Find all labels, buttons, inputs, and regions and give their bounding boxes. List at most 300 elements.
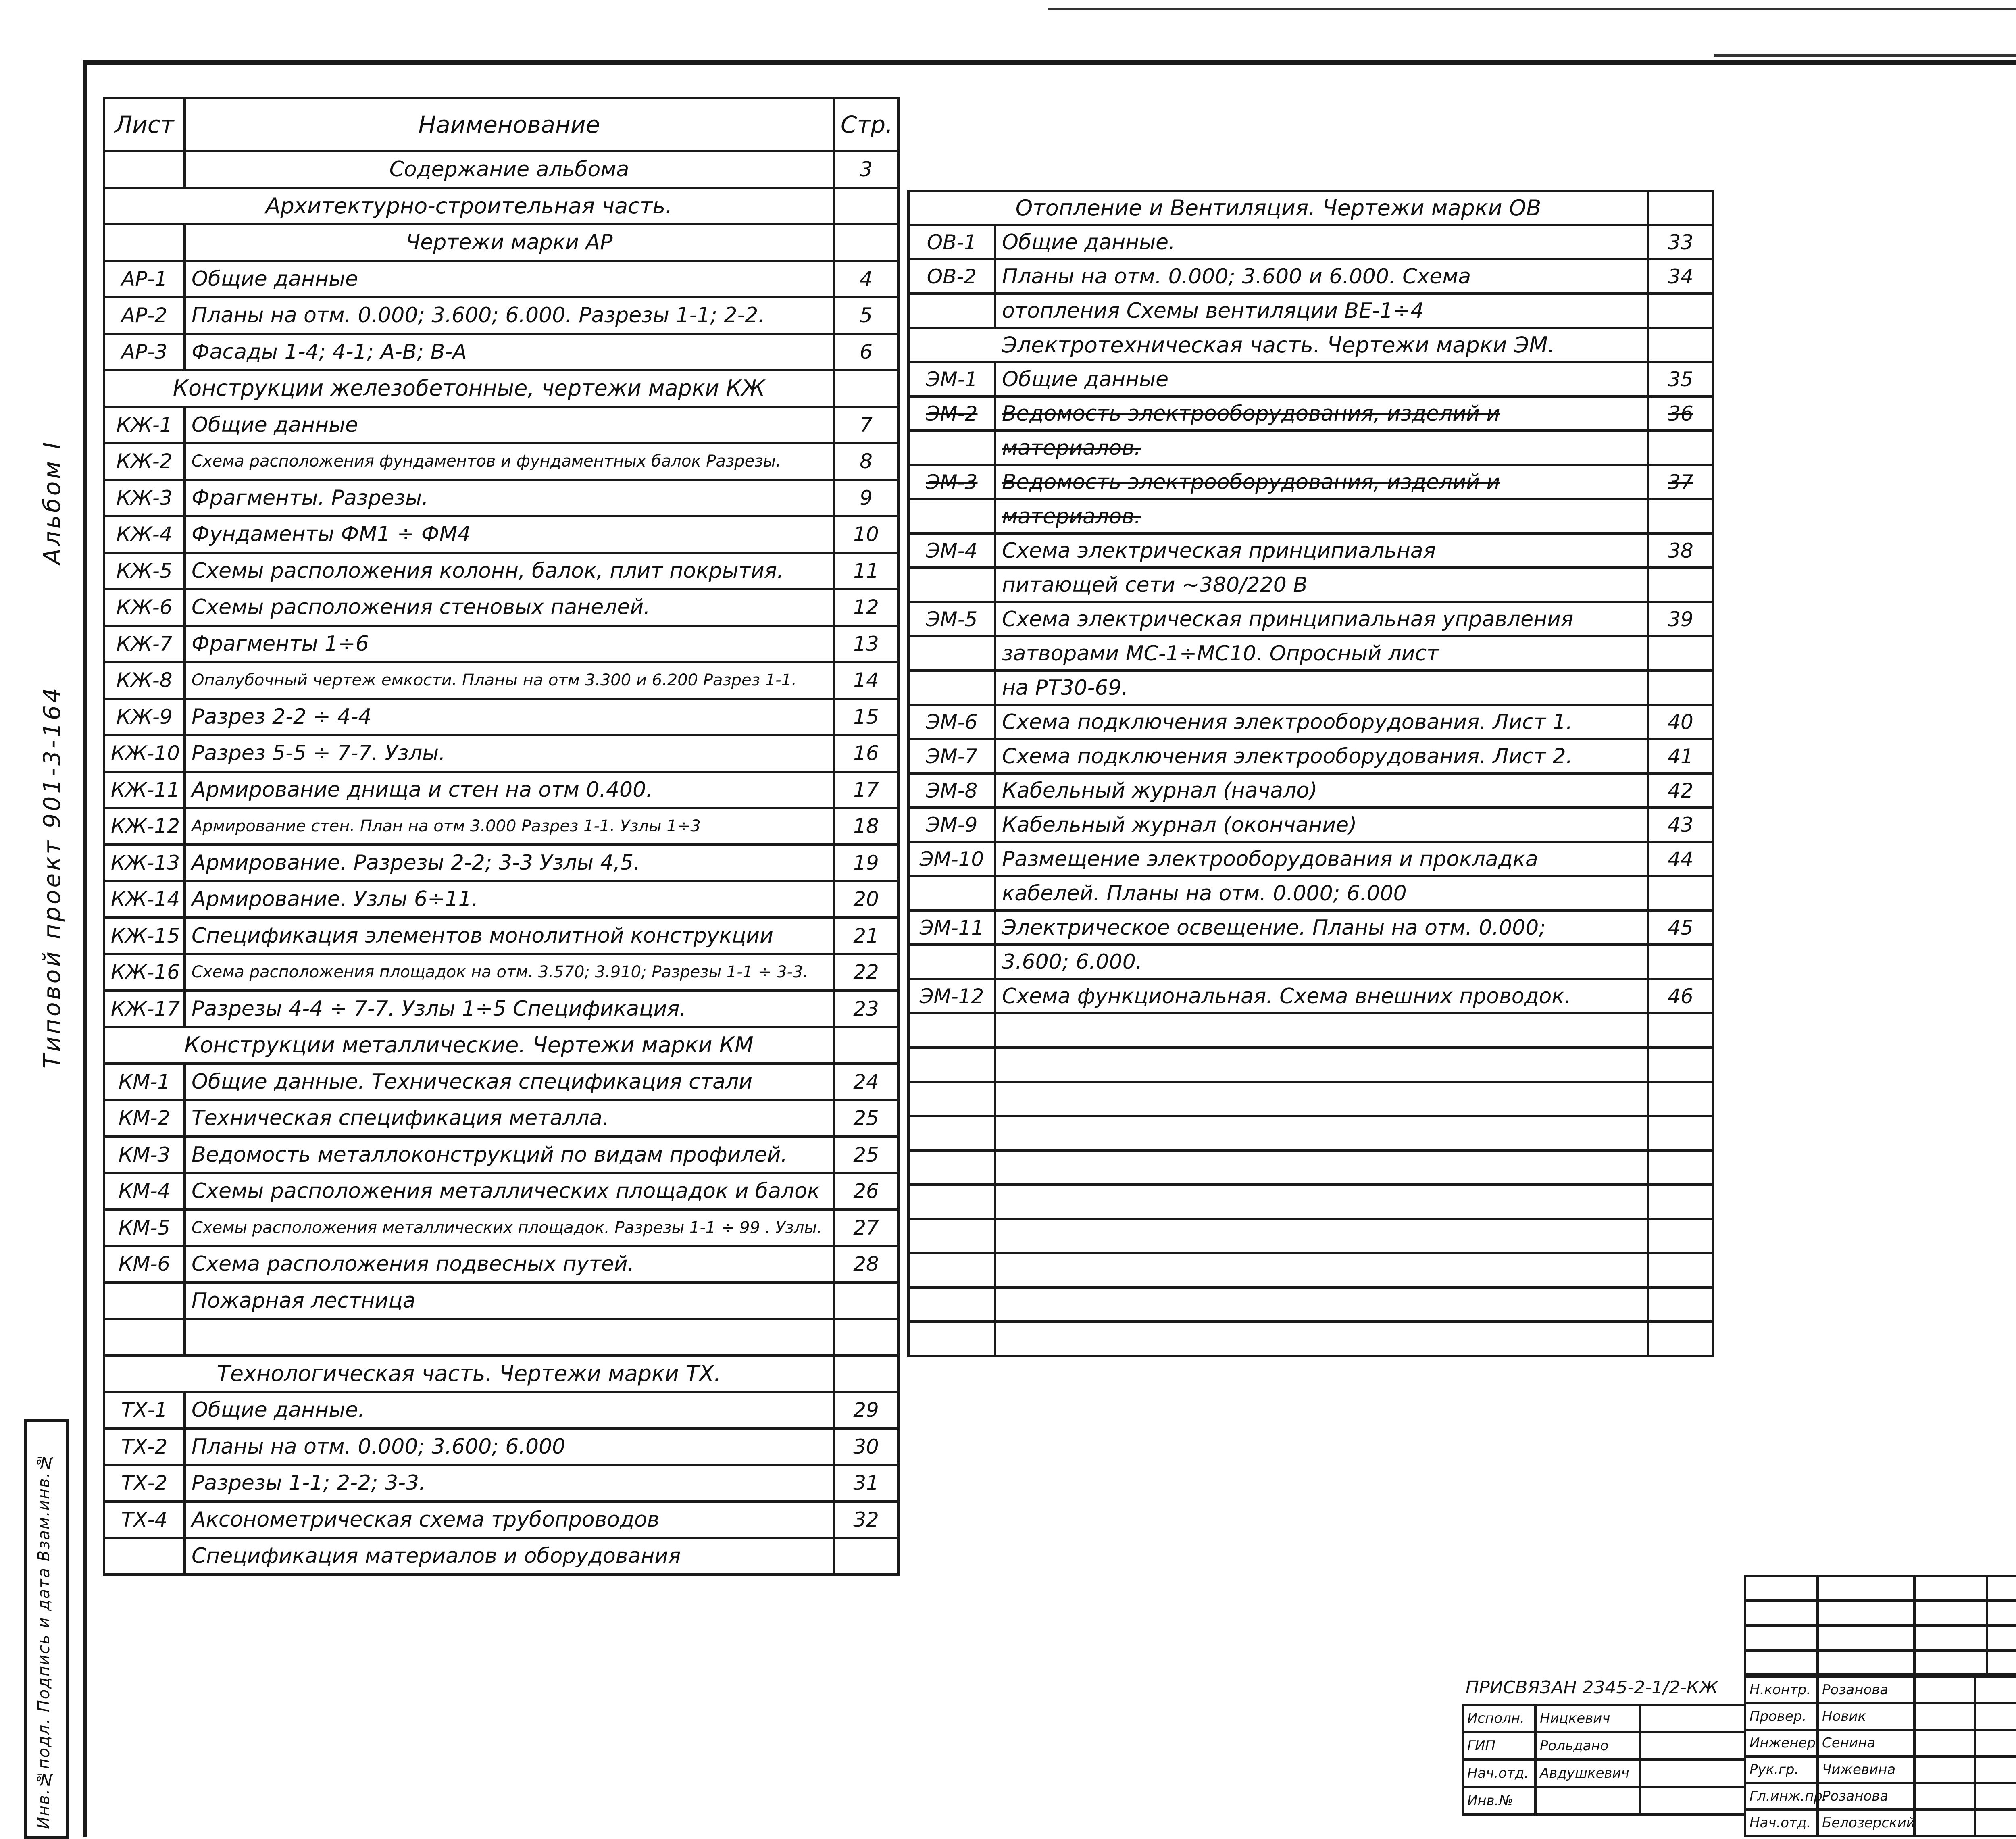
row-title: Содержание альбома xyxy=(185,151,834,188)
row-title: питающей сети ~380/220 В xyxy=(995,568,1648,602)
stamp-date xyxy=(1975,1677,2016,1703)
attached-note: ПРИСВЯЗАН 2345-2-1/2-КЖ xyxy=(1466,1677,1718,1698)
table-row xyxy=(104,443,898,480)
row-page: 33 xyxy=(1648,225,1713,259)
row-sheet-code xyxy=(908,876,995,910)
row-page xyxy=(1648,1322,1713,1356)
row-page: 44 xyxy=(1648,842,1713,876)
table-row xyxy=(104,370,898,407)
row-sheet-code: ЭМ-5 xyxy=(908,602,995,636)
table-row xyxy=(104,881,898,918)
row-sheet-code xyxy=(908,1116,995,1150)
table-row xyxy=(908,602,1713,636)
left-contents-table xyxy=(103,97,900,1576)
roles-left-table xyxy=(1462,1704,1746,1816)
row-title xyxy=(995,1322,1648,1356)
stamp-row xyxy=(1745,1756,2016,1783)
stamp-signature xyxy=(1914,1677,1975,1703)
section-heading: Электротехническая часть. Чертежи марки ЭМ. xyxy=(908,328,1648,362)
stamp-role: Рук.гр. xyxy=(1745,1756,1818,1783)
roles-right-table xyxy=(1744,1675,2016,1837)
stamp-signature xyxy=(1640,1760,1745,1787)
stamp-signature xyxy=(1914,1756,1975,1783)
row-title: Ведомость электрооборудования, изделий и xyxy=(995,396,1648,431)
row-page: 31 xyxy=(834,1465,898,1502)
row-sheet-code xyxy=(908,636,995,671)
row-title: Общие данные xyxy=(185,407,834,444)
stamp-date xyxy=(1975,1810,2016,1836)
row-sheet-code: КЖ-6 xyxy=(104,589,185,626)
table-header-row xyxy=(104,98,898,151)
row-page: 30 xyxy=(834,1429,898,1465)
row-sheet-code: КМ-5 xyxy=(104,1210,185,1246)
row-sheet-code xyxy=(104,224,185,261)
stamp-row xyxy=(1745,1677,2016,1703)
row-page: 17 xyxy=(834,772,898,808)
row-title xyxy=(995,1048,1648,1082)
row-sheet-code: ТХ-2 xyxy=(104,1465,185,1502)
row-sheet-code xyxy=(908,1048,995,1082)
row-title: Схемы расположения металлических площадок. Разрезы 1-1 ÷ 99 . Узлы. xyxy=(185,1210,834,1246)
row-title: Общие данные. xyxy=(995,225,1648,259)
row-page: 43 xyxy=(1648,808,1713,842)
row-page: 9 xyxy=(834,480,898,517)
row-page xyxy=(834,188,898,225)
row-page: 46 xyxy=(1648,979,1713,1013)
row-sheet-code: ЭМ-2 xyxy=(908,396,995,431)
row-sheet-code: КЖ-9 xyxy=(104,699,185,735)
row-page xyxy=(834,1538,898,1575)
row-page xyxy=(1648,431,1713,465)
inventory-strip-text: Инв.№подл. Подпись и дата Взам.инв.№ xyxy=(35,1452,53,1829)
row-page: 19 xyxy=(834,845,898,881)
row-title: Армирование. Узлы 6÷11. xyxy=(185,881,834,918)
stamp-name: Розанова xyxy=(1818,1783,1914,1810)
row-title: Спецификация элементов монолитной конструкции xyxy=(185,918,834,954)
row-page: 35 xyxy=(1648,362,1713,396)
row-title: Кабельный журнал (окончание) xyxy=(995,808,1648,842)
row-page: 10 xyxy=(834,516,898,553)
table-row xyxy=(104,224,898,261)
row-title xyxy=(995,1150,1648,1185)
stamp-signature xyxy=(1914,1703,1975,1730)
table-row xyxy=(104,553,898,589)
section-heading: Технологическая часть. Чертежи марки ТХ. xyxy=(104,1356,834,1392)
table-row xyxy=(104,151,898,188)
stamp-role: Нач.отд. xyxy=(1745,1810,1818,1836)
table-row xyxy=(908,533,1713,568)
table-row xyxy=(908,328,1713,362)
stamp-row xyxy=(1745,1730,2016,1756)
table-row xyxy=(104,188,898,225)
row-title: Общие данные. xyxy=(185,1392,834,1429)
row-sheet-code: ЭМ-12 xyxy=(908,979,995,1013)
row-page: 24 xyxy=(834,1064,898,1100)
row-sheet-code xyxy=(104,1319,185,1356)
row-title: Электрическое освещение. Планы на отм. 0.000; xyxy=(995,910,1648,945)
row-title: Схема расположения площадок на отм. 3.570; 3.910; Разрезы 1-1 ÷ 3-3. xyxy=(185,954,834,991)
row-page: 37 xyxy=(1648,465,1713,499)
stamp-row xyxy=(1463,1705,1745,1732)
row-sheet-code: КМ-2 xyxy=(104,1100,185,1137)
row-sheet-code xyxy=(908,431,995,465)
row-sheet-code xyxy=(908,1219,995,1253)
row-sheet-code: ОВ-2 xyxy=(908,259,995,294)
row-page: 22 xyxy=(834,954,898,991)
table-row xyxy=(104,918,898,954)
row-page xyxy=(834,370,898,407)
row-page: 25 xyxy=(834,1137,898,1173)
row-page: 5 xyxy=(834,297,898,334)
stamp-name: Сенина xyxy=(1818,1730,1914,1756)
row-title: Разрезы 1-1; 2-2; 3-3. xyxy=(185,1465,834,1502)
stamp-row xyxy=(1745,1810,2016,1836)
row-title: Схемы расположения стеновых панелей. xyxy=(185,589,834,626)
row-sheet-code xyxy=(104,1538,185,1575)
row-title xyxy=(185,1319,834,1356)
row-sheet-code: КЖ-1 xyxy=(104,407,185,444)
row-sheet-code: ЭМ-9 xyxy=(908,808,995,842)
row-sheet-code: КМ-6 xyxy=(104,1246,185,1283)
row-page xyxy=(1648,328,1713,362)
row-page: 36 xyxy=(1648,396,1713,431)
stamp-date xyxy=(1975,1783,2016,1810)
table-row xyxy=(104,808,898,845)
row-sheet-code: ТХ-2 xyxy=(104,1429,185,1465)
table-row xyxy=(104,662,898,699)
row-sheet-code: ОВ-1 xyxy=(908,225,995,259)
row-page: 7 xyxy=(834,407,898,444)
row-sheet-code xyxy=(908,1082,995,1116)
row-page xyxy=(1648,1048,1713,1082)
row-page xyxy=(1648,1116,1713,1150)
table-row xyxy=(104,407,898,444)
row-sheet-code: ЭМ-6 xyxy=(908,705,995,739)
table-row xyxy=(908,705,1713,739)
row-page: 39 xyxy=(1648,602,1713,636)
table-row xyxy=(908,1048,1713,1082)
table-row xyxy=(104,991,898,1027)
row-title: Общие данные. Техническая спецификация стали xyxy=(185,1064,834,1100)
row-title: Техническая спецификация металла. xyxy=(185,1100,834,1137)
row-title xyxy=(995,1219,1648,1253)
row-page xyxy=(1648,1185,1713,1219)
row-sheet-code: КЖ-11 xyxy=(104,772,185,808)
row-page: 16 xyxy=(834,735,898,772)
stamp-name: Белозерский xyxy=(1818,1810,1914,1836)
row-sheet-code xyxy=(908,568,995,602)
row-page: 3 xyxy=(834,151,898,188)
row-page: 32 xyxy=(834,1502,898,1538)
table-row xyxy=(908,1185,1713,1219)
row-page xyxy=(1648,945,1713,979)
table-row xyxy=(908,1013,1713,1048)
table-row xyxy=(104,1502,898,1538)
table-row xyxy=(908,431,1713,465)
section-heading: Конструкции металлические. Чертежи марки КМ xyxy=(104,1027,834,1064)
header-name: Наименование xyxy=(185,98,834,151)
row-title: Планы на отм. 0.000; 3.600; 6.000 xyxy=(185,1429,834,1465)
stamp-role: Нач.отд. xyxy=(1463,1760,1535,1787)
table-row xyxy=(908,259,1713,294)
table-row xyxy=(104,589,898,626)
table-row xyxy=(104,1246,898,1283)
table-row xyxy=(908,842,1713,876)
table-row xyxy=(104,1319,898,1356)
row-sheet-code xyxy=(908,499,995,533)
row-title: Опалубочный чертеж емкости. Планы на отм 3.300 и 6.200 Разрез 1-1. xyxy=(185,662,834,699)
row-page: 11 xyxy=(834,553,898,589)
table-row xyxy=(908,191,1713,225)
table-row xyxy=(104,297,898,334)
row-title: Планы на отм. 0.000; 3.600; 6.000. Разрезы 1-1; 2-2. xyxy=(185,297,834,334)
row-sheet-code: ЭМ-8 xyxy=(908,773,995,808)
top-border-line xyxy=(1048,8,2016,10)
row-page: 27 xyxy=(834,1210,898,1246)
stamp-date xyxy=(1975,1730,2016,1756)
row-sheet-code: КМ-3 xyxy=(104,1137,185,1173)
table-row xyxy=(104,516,898,553)
stamp-signature xyxy=(1914,1730,1975,1756)
row-title: Планы на отм. 0.000; 3.600 и 6.000. Схема xyxy=(995,259,1648,294)
title-block xyxy=(1462,1575,2016,1837)
row-page: 14 xyxy=(834,662,898,699)
stamp-row xyxy=(1745,1783,2016,1810)
table-row xyxy=(104,1356,898,1392)
row-title xyxy=(995,1287,1648,1322)
row-sheet-code: ТХ-1 xyxy=(104,1392,185,1429)
side-label-project: Типовой проект 901-3-164 xyxy=(38,685,66,1068)
row-page: 45 xyxy=(1648,910,1713,945)
row-page: 40 xyxy=(1648,705,1713,739)
row-page: 12 xyxy=(834,589,898,626)
table-row xyxy=(104,480,898,517)
stamp-row xyxy=(1745,1703,2016,1730)
row-page: 34 xyxy=(1648,259,1713,294)
stamp-role: Инв.№ xyxy=(1463,1787,1535,1814)
row-title: затворами МС-1÷МС10. Опросный лист xyxy=(995,636,1648,671)
row-title: Фрагменты. Разрезы. xyxy=(185,480,834,517)
table-row xyxy=(104,1064,898,1100)
row-title: Армирование. Разрезы 2-2; 3-3 Узлы 4,5. xyxy=(185,845,834,881)
row-page xyxy=(1648,499,1713,533)
row-page: 18 xyxy=(834,808,898,845)
row-sheet-code: КЖ-4 xyxy=(104,516,185,553)
row-title: Ведомость электрооборудования, изделий и xyxy=(995,465,1648,499)
header-sheet: Лист xyxy=(104,98,185,151)
row-page: 8 xyxy=(834,443,898,480)
table-row xyxy=(908,773,1713,808)
row-sheet-code: АР-3 xyxy=(104,334,185,371)
row-sheet-code: ЭМ-4 xyxy=(908,533,995,568)
stamp-name: Рольдано xyxy=(1535,1732,1640,1760)
row-title: материалов. xyxy=(995,499,1648,533)
table-row xyxy=(908,396,1713,431)
row-sheet-code xyxy=(908,1287,995,1322)
table-row xyxy=(104,1465,898,1502)
row-page: 15 xyxy=(834,699,898,735)
table-row xyxy=(104,1283,898,1319)
row-page xyxy=(1648,294,1713,328)
stamp-name: Авдушкевич xyxy=(1535,1760,1640,1787)
section-heading: Конструкции железобетонные, чертежи марки КЖ xyxy=(104,370,834,407)
table-row xyxy=(908,499,1713,533)
row-sheet-code: КЖ-12 xyxy=(104,808,185,845)
row-page xyxy=(1648,1013,1713,1048)
row-title: Пожарная лестница xyxy=(185,1283,834,1319)
table-row xyxy=(104,699,898,735)
row-title: кабелей. Планы на отм. 0.000; 6.000 xyxy=(995,876,1648,910)
row-sheet-code: ЭМ-10 xyxy=(908,842,995,876)
row-page: 20 xyxy=(834,881,898,918)
inventory-strip xyxy=(24,1419,69,1839)
stamp-name: Розанова xyxy=(1818,1677,1914,1703)
row-title: Схема подключения электрооборудования. Лист 1. xyxy=(995,705,1648,739)
table-row xyxy=(104,1100,898,1137)
stamp-signature xyxy=(1640,1732,1745,1760)
table-row xyxy=(908,636,1713,671)
row-page xyxy=(1648,191,1713,225)
table-row xyxy=(908,671,1713,705)
section-heading: Отопление и Вентиляция. Чертежи марки ОВ xyxy=(908,191,1648,225)
table-row xyxy=(908,225,1713,259)
table-row xyxy=(104,1538,898,1575)
right-contents-table xyxy=(907,190,1714,1357)
row-sheet-code: КМ-1 xyxy=(104,1064,185,1100)
row-page: 25 xyxy=(834,1100,898,1137)
row-page: 13 xyxy=(834,626,898,662)
row-sheet-code: КЖ-5 xyxy=(104,553,185,589)
table-row xyxy=(908,465,1713,499)
stamp-role: Гл.инж.пр. xyxy=(1745,1783,1818,1810)
table-row xyxy=(908,876,1713,910)
row-sheet-code: ЭМ-11 xyxy=(908,910,995,945)
row-title: на РТ30-69. xyxy=(995,671,1648,705)
row-page: 23 xyxy=(834,991,898,1027)
stamp-name: Новик xyxy=(1818,1703,1914,1730)
table-row xyxy=(104,735,898,772)
table-row xyxy=(908,1322,1713,1356)
table-row xyxy=(908,979,1713,1013)
row-title: Фасады 1-4; 4-1; А-В; В-А xyxy=(185,334,834,371)
table-row xyxy=(908,1219,1713,1253)
row-sheet-code: КЖ-17 xyxy=(104,991,185,1027)
table-row xyxy=(104,626,898,662)
row-page: 6 xyxy=(834,334,898,371)
table-row xyxy=(908,362,1713,396)
row-title: Схема функциональная. Схема внешних проводок. xyxy=(995,979,1648,1013)
row-title: 3.600; 6.000. xyxy=(995,945,1648,979)
top-border-line-2 xyxy=(1714,54,2016,57)
row-page xyxy=(1648,1219,1713,1253)
table-row xyxy=(908,739,1713,773)
row-sheet-code: КЖ-2 xyxy=(104,443,185,480)
stamp-name: Чижевина xyxy=(1818,1756,1914,1783)
stamp-name xyxy=(1535,1787,1640,1814)
row-sheet-code xyxy=(908,1322,995,1356)
row-page xyxy=(1648,1287,1713,1322)
row-sheet-code xyxy=(104,1283,185,1319)
row-title: Разрез 2-2 ÷ 4-4 xyxy=(185,699,834,735)
row-title: Аксонометрическая схема трубопроводов xyxy=(185,1502,834,1538)
row-title: Армирование днища и стен на отм 0.400. xyxy=(185,772,834,808)
row-sheet-code: КЖ-16 xyxy=(104,954,185,991)
table-row xyxy=(104,954,898,991)
revision-grid-cols xyxy=(1744,1575,2016,1675)
stamp-role: Н.контр. xyxy=(1745,1677,1818,1703)
row-page: 29 xyxy=(834,1392,898,1429)
row-title: Схемы расположения колонн, балок, плит покрытия. xyxy=(185,553,834,589)
row-sheet-code: КЖ-13 xyxy=(104,845,185,881)
table-row xyxy=(908,1287,1713,1322)
row-sheet-code: КЖ-10 xyxy=(104,735,185,772)
side-label-album: Альбом I xyxy=(38,439,66,564)
row-title: Армирование стен. План на отм 3.000 Разрез 1-1. Узлы 1÷3 xyxy=(185,808,834,845)
row-title: Схема электрическая принципиальная xyxy=(995,533,1648,568)
row-page: 38 xyxy=(1648,533,1713,568)
row-sheet-code: КЖ-8 xyxy=(104,662,185,699)
row-page xyxy=(834,1283,898,1319)
row-sheet-code: КЖ-7 xyxy=(104,626,185,662)
table-row xyxy=(908,1116,1713,1150)
row-sheet-code: ТХ-4 xyxy=(104,1502,185,1538)
table-row xyxy=(908,945,1713,979)
row-title: материалов. xyxy=(995,431,1648,465)
row-page xyxy=(1648,876,1713,910)
row-title: Схема расположения подвесных путей. xyxy=(185,1246,834,1283)
stamp-date xyxy=(1975,1756,2016,1783)
row-sheet-code xyxy=(908,945,995,979)
table-row xyxy=(908,808,1713,842)
row-title: Общие данные xyxy=(185,261,834,298)
row-page: 21 xyxy=(834,918,898,954)
stamp-role: Провер. xyxy=(1745,1703,1818,1730)
row-sheet-code xyxy=(908,1253,995,1287)
row-title: Спецификация материалов и оборудования xyxy=(185,1538,834,1575)
row-title: Фрагменты 1÷6 xyxy=(185,626,834,662)
table-row xyxy=(104,1392,898,1429)
row-page: 28 xyxy=(834,1246,898,1283)
row-title: Схема подключения электрооборудования. Лист 2. xyxy=(995,739,1648,773)
row-sheet-code: АР-2 xyxy=(104,297,185,334)
stamp-signature xyxy=(1914,1783,1975,1810)
row-page xyxy=(1648,636,1713,671)
stamp-signature xyxy=(1640,1705,1745,1732)
row-page xyxy=(1648,671,1713,705)
table-row xyxy=(104,1027,898,1064)
stamp-name: Ницкевич xyxy=(1535,1705,1640,1732)
row-title: Чертежи марки АР xyxy=(185,224,834,261)
row-title: Схемы расположения металлических площадок и балок xyxy=(185,1173,834,1210)
table-row xyxy=(104,1173,898,1210)
row-page xyxy=(834,1356,898,1392)
row-sheet-code: ЭМ-7 xyxy=(908,739,995,773)
row-sheet-code xyxy=(908,1013,995,1048)
row-title: Разрез 5-5 ÷ 7-7. Узлы. xyxy=(185,735,834,772)
row-sheet-code xyxy=(908,1150,995,1185)
row-page xyxy=(1648,1150,1713,1185)
row-page xyxy=(834,224,898,261)
row-sheet-code: КЖ-15 xyxy=(104,918,185,954)
table-row xyxy=(104,772,898,808)
row-page xyxy=(1648,1082,1713,1116)
row-title: Ведомость металлоконструкций по видам профилей. xyxy=(185,1137,834,1173)
stamp-signature xyxy=(1914,1810,1975,1836)
row-sheet-code: ЭМ-3 xyxy=(908,465,995,499)
row-page: 41 xyxy=(1648,739,1713,773)
table-row xyxy=(104,1137,898,1173)
row-sheet-code xyxy=(104,151,185,188)
